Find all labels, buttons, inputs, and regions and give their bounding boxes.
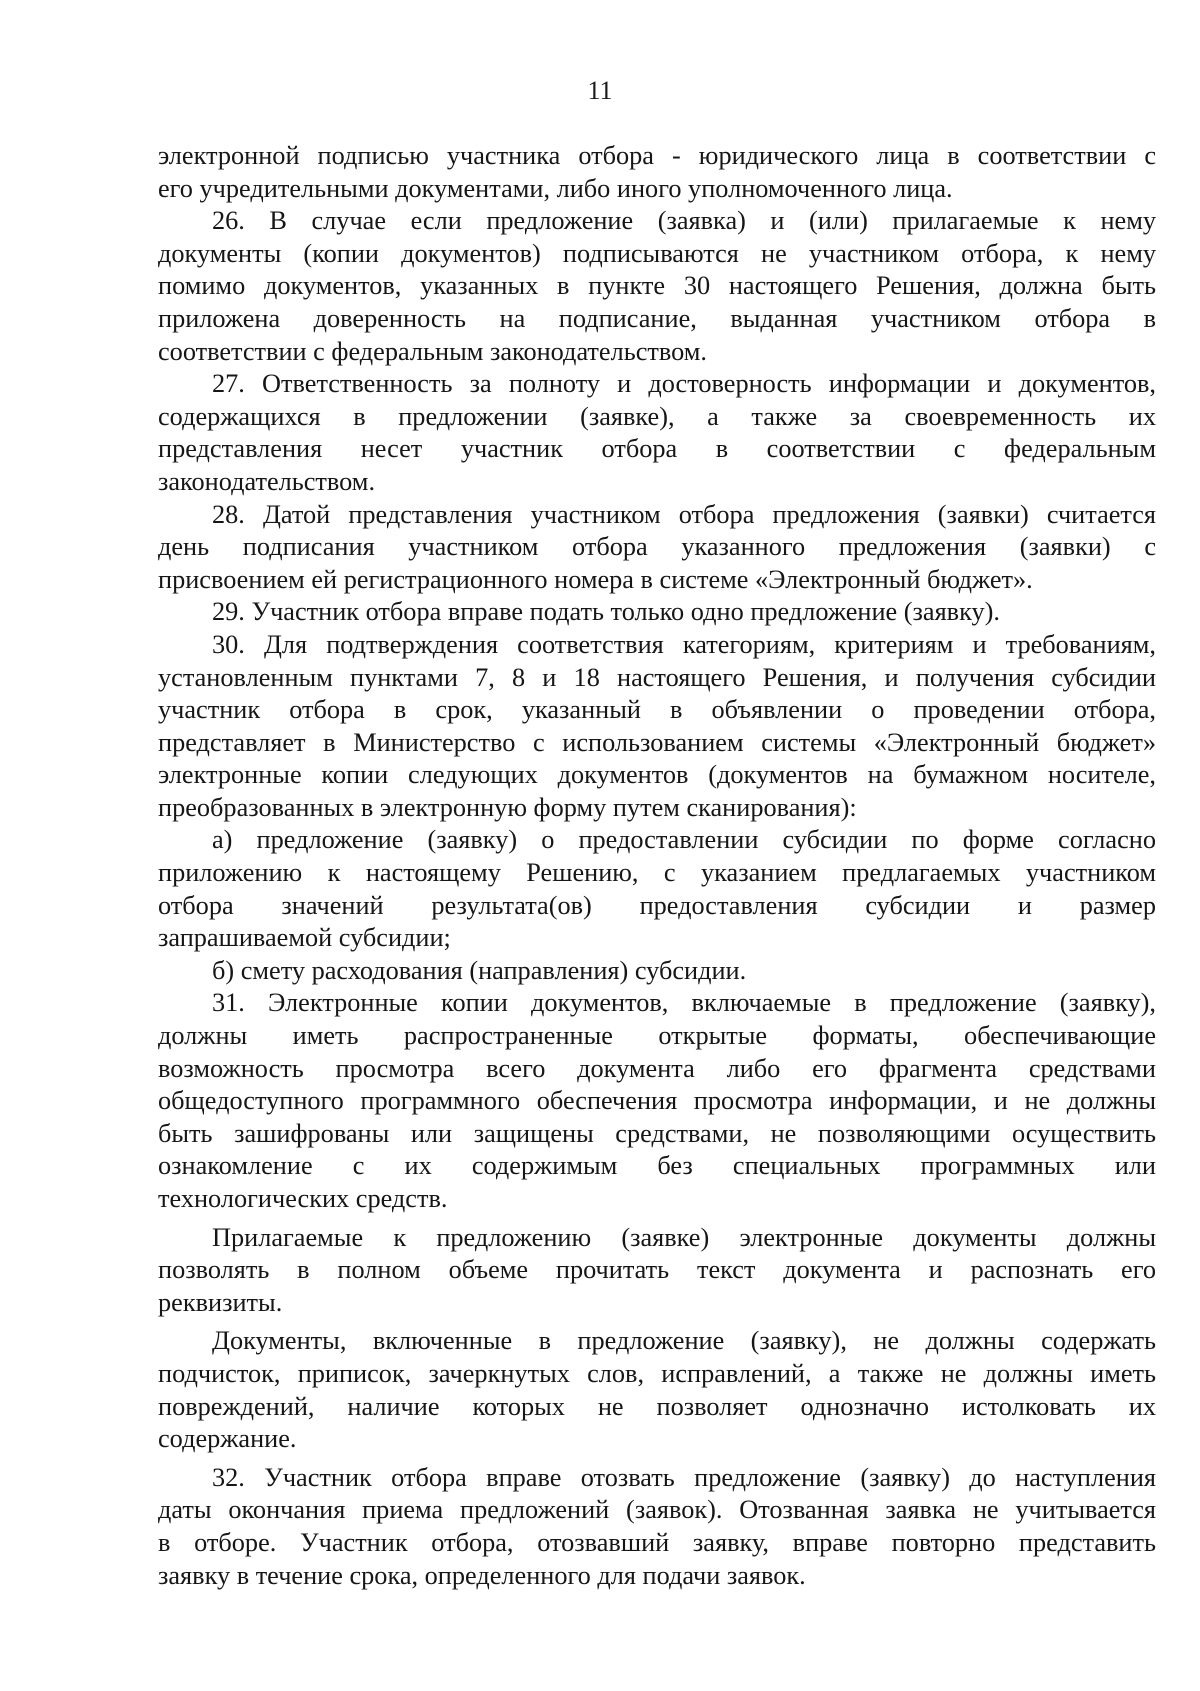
text-line: 32. Участник отбора вправе отозвать предложение (заявку) до наступления bbox=[212, 1462, 1156, 1492]
text-line: Прилагаемые к предложению (заявке) электронные документы должны bbox=[212, 1222, 1156, 1252]
text-line: присвоением ей регистрационного номера в системе «Электронный бюджет». bbox=[158, 564, 1033, 594]
text-line: участник отбора в срок, указанный в объявлении о проведении отбора, bbox=[158, 695, 1156, 725]
text-line: технологических средств. bbox=[158, 1184, 448, 1213]
text-line: приложена доверенность на подписание, выданная участником отбора в bbox=[158, 303, 1156, 333]
text-line: 26. В случае если предложение (заявка) и (или) прилагаемые к нему bbox=[212, 206, 1156, 236]
text-line: 30. Для подтверждения соответствия категориям, критериям и требованиям, bbox=[212, 629, 1156, 659]
text-line: должны иметь распространенные открытые форматы, обеспечивающие bbox=[158, 1021, 1156, 1051]
text-line: заявку в течение срока, определенного для подачи заявок. bbox=[158, 1560, 806, 1590]
text-line: подчисток, приписок, зачеркнутых слов, исправлений, а также не должны иметь bbox=[158, 1358, 1156, 1388]
text-line: представляет в Министерство с использованием системы «Электронный бюджет» bbox=[158, 727, 1156, 757]
text-line: Документы, включенные в предложение (заявку), не должны содержать bbox=[212, 1326, 1156, 1356]
text-line: помимо документов, указанных в пункте 30 настоящего Решения, должна быть bbox=[158, 271, 1156, 301]
text-line: повреждений, наличие которых не позволяет однозначно истолковать их bbox=[158, 1391, 1156, 1421]
text-line: б) смету расходования (направления) субсидии. bbox=[212, 955, 747, 985]
page-number: 11 bbox=[587, 76, 613, 105]
text-line: 28. Датой представления участником отбора предложения (заявки) считается bbox=[212, 499, 1156, 529]
text-line: позволять в полном объеме прочитать текст документа и распознать его bbox=[158, 1255, 1156, 1285]
text-line: отбора значений результата(ов) предоставления субсидии и размер bbox=[158, 890, 1156, 920]
text-line: содержащихся в предложении (заявке), а также за своевременность их bbox=[158, 401, 1156, 431]
text-line: электронной подписью участника отбора - юридического лица в соответствии с bbox=[158, 141, 1156, 170]
text-line: ознакомление с их содержимым без специальных программных или bbox=[158, 1151, 1156, 1181]
text-line: содержание. bbox=[158, 1424, 297, 1454]
text-line: представления несет участник отбора в соответствии с федеральным bbox=[158, 434, 1156, 464]
text-line: в отборе. Участник отбора, отозвавший заявку, вправе повторно представить bbox=[158, 1527, 1156, 1557]
text-line: соответствии с федеральным законодательством. bbox=[158, 336, 707, 366]
text-line: а) предложение (заявку) о предоставлении субсидии по форме согласно bbox=[212, 825, 1156, 855]
text-line: запрашиваемой субсидии; bbox=[158, 923, 451, 953]
text-line: реквизиты. bbox=[158, 1287, 283, 1317]
text-line: день подписания участником отбора указанного предложения (заявки) с bbox=[158, 532, 1156, 562]
text-line: 29. Участник отбора вправе подать только одно предложение (заявку). bbox=[212, 597, 1000, 627]
text-line: быть зашифрованы или защищены средствами, не позволяющими осуществить bbox=[158, 1118, 1156, 1148]
text-line: его учредительными документами, либо иного уполномоченного лица. bbox=[158, 173, 953, 203]
text-line: 27. Ответственность за полноту и достоверность информации и документов, bbox=[212, 369, 1156, 399]
text-line: даты окончания приема предложений (заявок). Отозванная заявка не учитывается bbox=[158, 1495, 1156, 1525]
text-line: 31. Электронные копии документов, включаемые в предложение (заявку), bbox=[212, 988, 1156, 1018]
document-body bbox=[158, 140, 1156, 1592]
text-line: общедоступного программного обеспечения просмотра информации, и не должны bbox=[158, 1086, 1156, 1116]
text-line: установленным пунктами 7, 8 и 18 настоящего Решения, и получения субсидии bbox=[158, 662, 1156, 692]
text-line: законодательством. bbox=[158, 466, 376, 496]
text-line: преобразованных в электронную форму путем сканирования): bbox=[158, 792, 857, 822]
text-line: электронные копии следующих документов (документов на бумажном носителе, bbox=[158, 760, 1156, 790]
text-line: приложению к настоящему Решению, с указанием предлагаемых участником bbox=[158, 858, 1156, 888]
text-line: возможность просмотра всего документа либо его фрагмента средствами bbox=[158, 1053, 1156, 1083]
text-line: документы (копии документов) подписываются не участником отбора, к нему bbox=[158, 238, 1156, 268]
